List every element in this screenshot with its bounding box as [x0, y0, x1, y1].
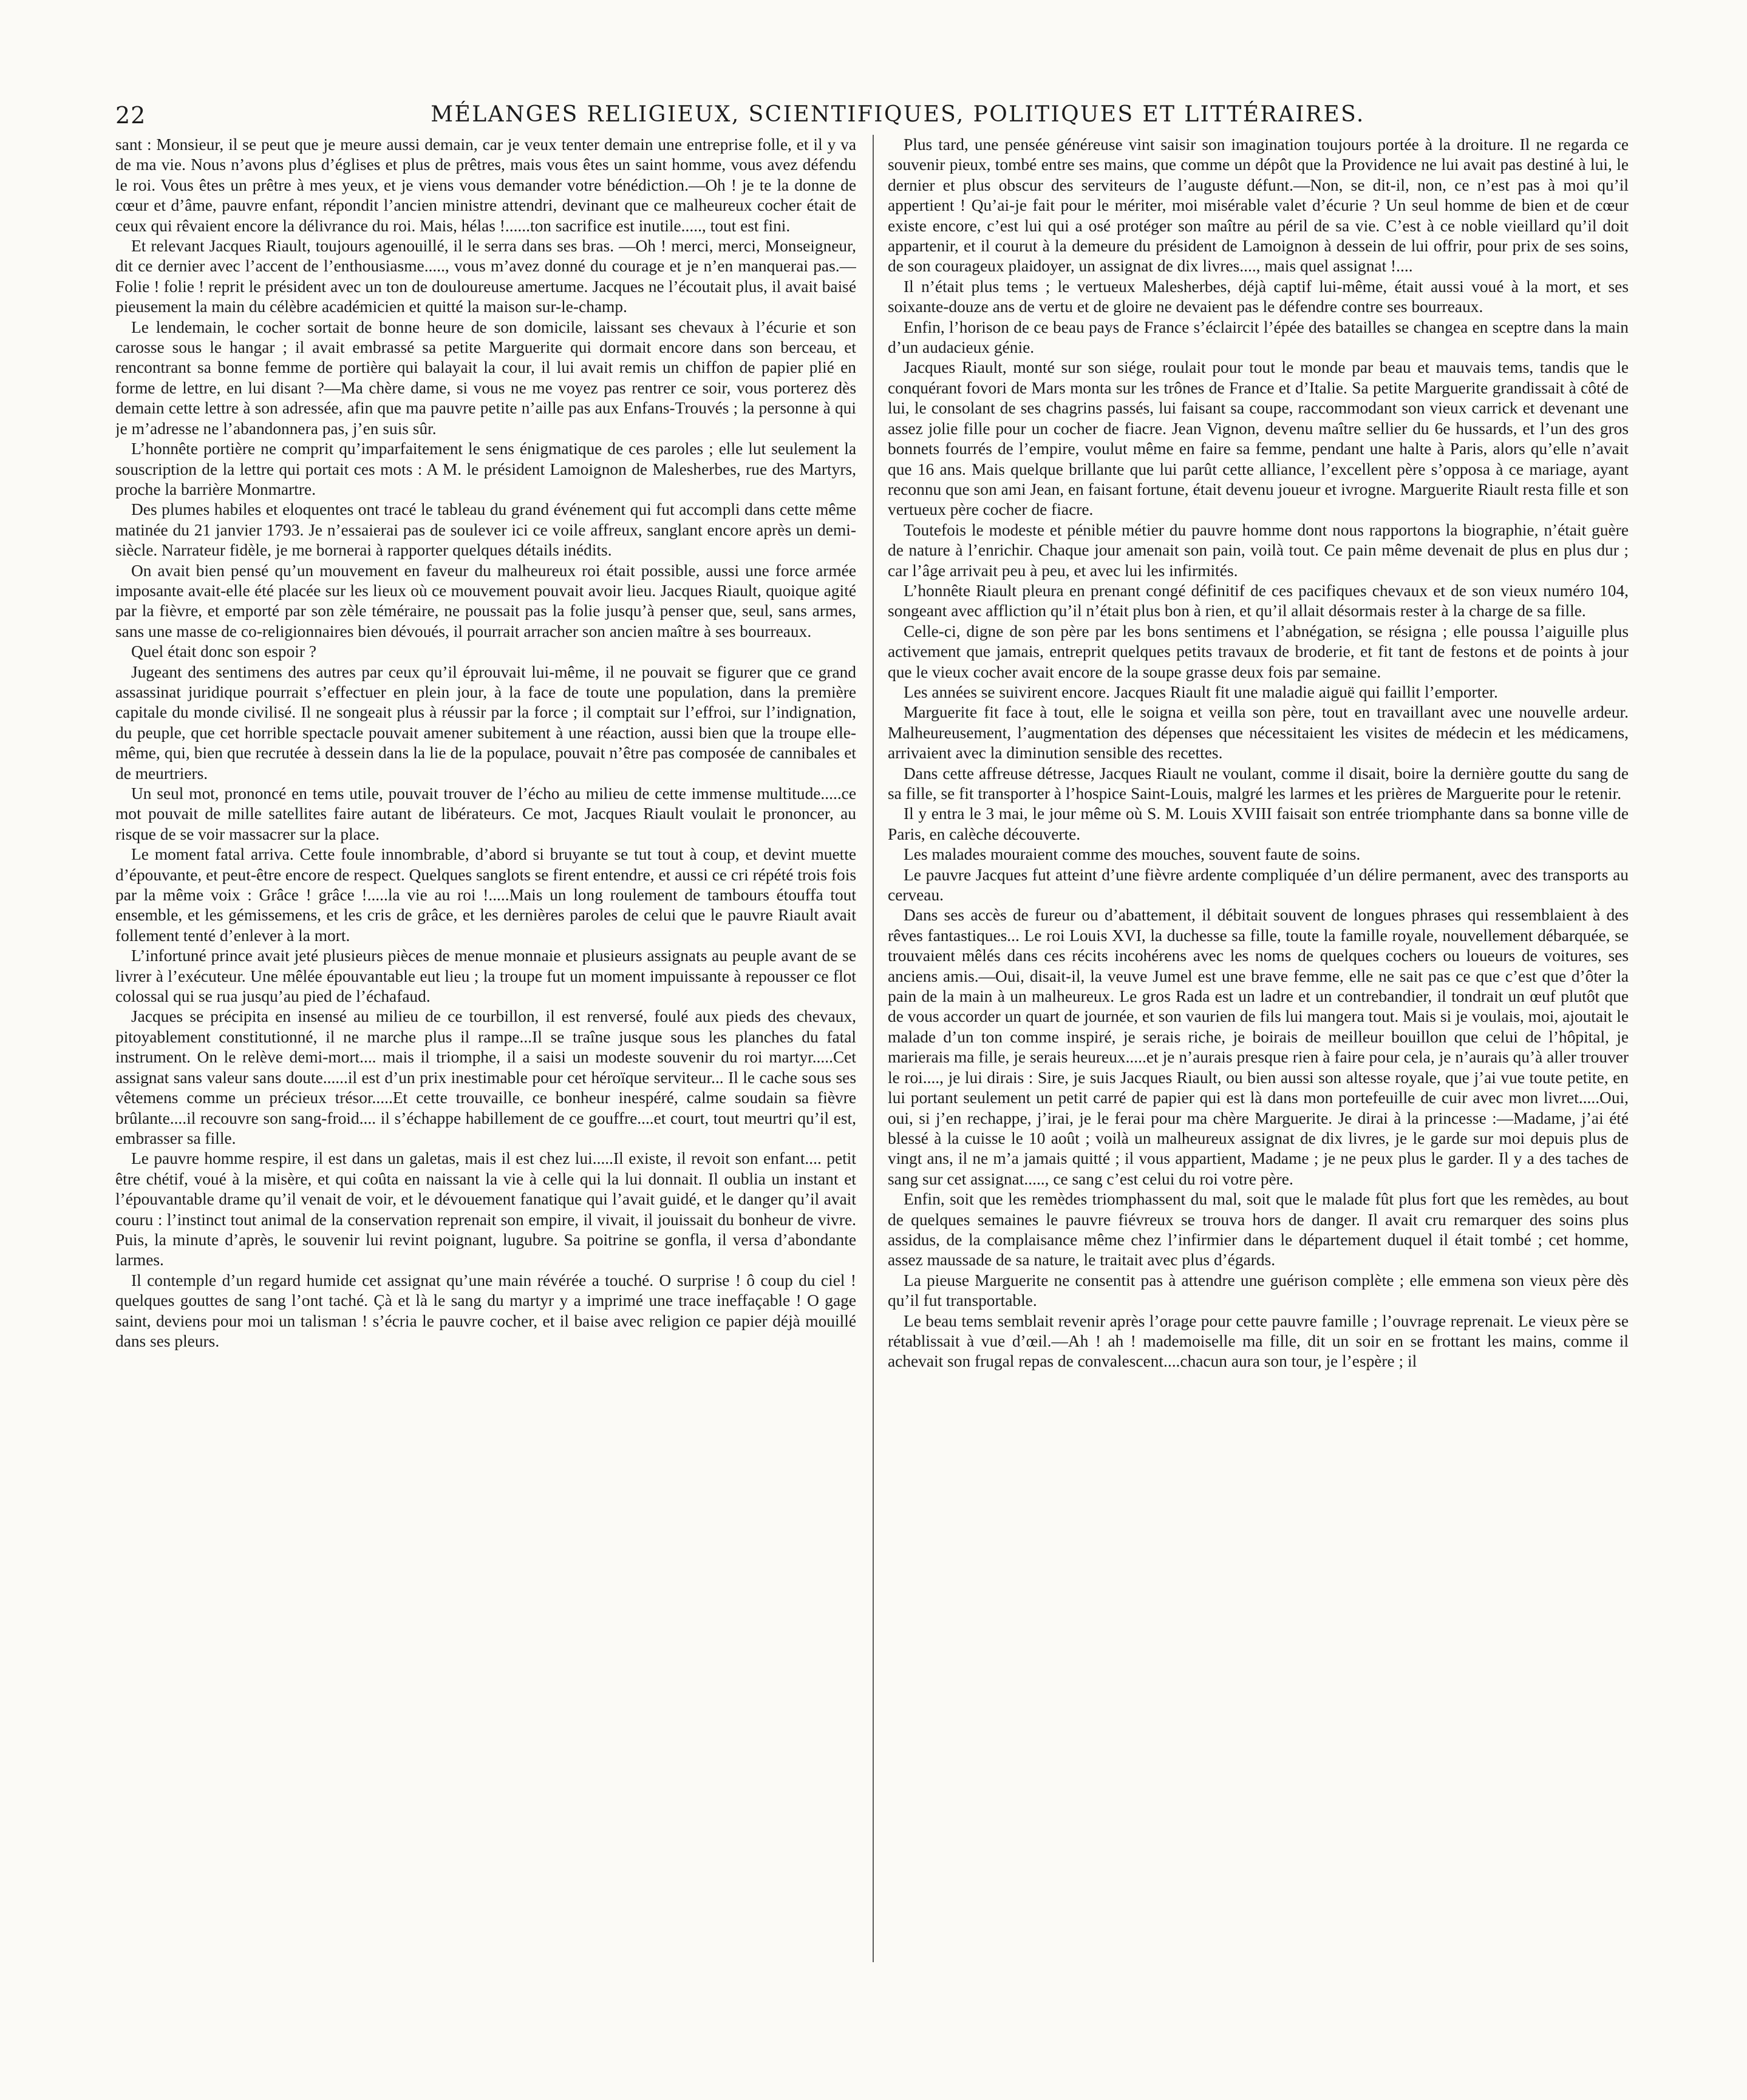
column-divider	[873, 135, 874, 1962]
paragraph: Et relevant Jacques Riault, toujours agenouillé, il le serra dans ses bras. —Oh ! merci, merci, Monseigneur, dit ce dernier avec l’accent de l’enthousiasme....., vous m’avez donné du courage et je n’en manquerai pas.—Folie ! folie ! reprit le président avec un ton de douloureuse amertume. Jacques ne l’écoutait plus, il avait baisé pieusement la main du célèbre académicien et quitté la maison sur-le-champ.	[115, 237, 856, 316]
running-title: MÉLANGES RELIGIEUX, SCIENTIFIQUES, POLITIQUES ET LITTÉRAIRES.	[431, 102, 1365, 127]
paragraph: La pieuse Marguerite ne consentit pas à attendre une guérison complète ; elle emmena son vieux père dès qu’il fut transportable.	[888, 1271, 1629, 1310]
paragraph: Plus tard, une pensée généreuse vint saisir son imagination toujours portée à la droiture. Il ne regarda ce souvenir pieux, tombé entre ses mains, que comme un dépôt que la Providence ne lui avait pas destiné à lui, le dernier et plus obscur des serviteurs de l’auguste défunt.—Non, se dit-il, non, ce n’est pas à moi qu’il appertient ! Qu’ai-je fait pour le mériter, moi misérable valet d’écurie ? Un seul homme de bien et de cœur existe encore, c’est lui qui a osé protéger son maître au péril de sa vie. C’est à ce noble vieillard qu’il doit appartenir, et il courut à la demeure du président de Lamoignon à dessein de lui offrir, pour prix de ses soins, de son courageux plaidoyer, un assignat de dix livres...., mais quel assignat !....	[888, 135, 1629, 276]
article-columns	[115, 135, 1640, 1986]
paragraph: Les malades mouraient comme des mouches, souvent faute de soins.	[904, 845, 1361, 864]
paragraph: L’honnête portière ne comprit qu’imparfaitement le sens énigmatique de ces paroles ; elle lut seulement la souscription de la lettre qui portait ces mots : A M. le président Lamoignon de Malesherbes, rue des Martyrs, proche la barrière Monmartre.	[115, 440, 856, 498]
paragraph: Des plumes habiles et eloquentes ont tracé le tableau du grand événement qui fut accompli dans cette même matinée du 21 janvier 1793. Je n’essaierai pas de soulever ici ce voile affreux, sanglant encore après un demi-siècle. Narrateur fidèle, je me bornerai à rapporter quelques détails inédits.	[115, 500, 856, 560]
paragraph: Il y entra le 3 mai, le jour même où S. M. Louis XVIII faisait son entrée triomphante dans sa bonne ville de Paris, en calèche découverte.	[888, 804, 1629, 843]
paragraph: Marguerite fit face à tout, elle le soigna et veilla son père, tout en travaillant avec une nouvelle ardeur. Malheureusement, l’augmentation des dépenses que nécessitaient les visites de médecin et les médicamens, arrivaient avec la diminution sensible des recettes.	[888, 703, 1629, 763]
paragraph: Dans cette affreuse détresse, Jacques Riault ne voulant, comme il disait, boire la dernière goutte du sang de sa fille, se fit transporter à l’hospice Saint-Louis, malgré les larmes et les prières de Marguerite pour le retenir.	[888, 764, 1629, 803]
paragraph: Le pauvre Jacques fut atteint d’une fièvre ardente compliquée d’un délire permanent, avec des transports au cerveau.	[888, 865, 1629, 905]
paragraph: Dans ses accès de fureur ou d’abattement, il débitait souvent de longues phrases qui ressemblaient à des rêves fantastiques... Le roi Louis XVI, la duchesse sa fille, toute la famille royale, nouvellement débarquée, se trouvaient mêlés dans ces récits incohérens avec les noms de quelques cochers ou loueurs de voitures, ses anciens amis.—Oui, disait-il, la veuve Jumel est une brave femme, elle ne sait pas ce que c’est que d’ôter la pain de la main à un malheureux. Le gros Rada est un ladre et un contrebandier, il tondrait un œuf plutôt que de vous accorder un quart de journée, et son vaurien de fils lui mangera tout. Mais si je voulais, moi, ajoutait le malade d’un ton comme inspiré, je serais riche, je boirais de meilleur bouillon que celui de l’hôpital, je marierais ma fille, je serais heureux.....et je n’aurais presque rien à faire pour cela, je n’aurais qu’à aller trouver le roi...., je lui dirais : Sire, je suis Jacques Riault, ou bien aussi son altesse royale, que j’ai vue toute petite, en lui portant seulement un petit carré de papier qui est là dans mon portefeuille de cuir avec mon livret.....Oui, oui, si j’en rechappe, j’irai, je le ferai pour ma chère Marguerite. Je dirai à la princesse :—Madame, j’ai été blessé à la cuisse le 10 août ; voilà un malheureux assignat de dix livres, je le garde sur moi depuis plus de vingt ans, il ne m’a jamais quitté ; il vous appartient, Madame ; je ne peux plus le garder. Il y a des taches de sang sur cet assignat....., ce sang c’est celui du roi votre père.	[888, 906, 1629, 1188]
paragraph: Enfin, soit que les remèdes triomphassent du mal, soit que le malade fût plus fort que les remèdes, au bout de quelques semaines le pauvre fiévreux se trouva hors de danger. Il avait cru remarquer des soins plus assidus, de la complaisance même chez l’infirmier dans le département duquel il était tombé ; cet homme, assez maussade de sa nature, le traitait avec plus d’égards.	[888, 1190, 1629, 1269]
paragraph: Le beau tems semblait revenir après l’orage pour cette pauvre famille ; l’ouvrage reprenait. Le vieux père se rétablissait à vue d’œil.—Ah ! ah ! mademoiselle ma fille, dit un soir en se frottant les mains, comme il achevait son frugal repas de convalescent....chacun aura son tour, je l’espère ; il	[888, 1311, 1629, 1371]
paragraph: Il n’était plus tems ; le vertueux Malesherbes, déjà captif lui-même, était aussi voué à la mort, et ses soixante-douze ans de vertu et de gloire ne devaient pas le défendre contre ses bourreaux.	[888, 277, 1629, 316]
paragraph: Un seul mot, prononcé en tems utile, pouvait trouver de l’écho au milieu de cette immense multitude.....ce mot pouvait de mille satellites faire autant de libérateurs. Ce mot, Jacques Riault voulait le prononcer, au risque de se voir massacrer sur la place.	[115, 784, 856, 843]
paragraph: Il contemple d’un regard humide cet assignat qu’une main révérée a touché. O surprise ! ô coup du ciel ! quelques gouttes de sang l’ont taché. Çà et là le sang du martyr y a imprimé une trace ineffaçable ! O gage saint, deviens pour moi un talisman ! s’écria le pauvre cocher, et il baise avec religion ce papier déjà mouillé dans ses pleurs.	[115, 1271, 856, 1350]
paragraph: Le pauvre homme respire, il est dans un galetas, mais il est chez lui.....Il existe, il revoit son enfant.... petit être chétif, voué à la misère, et qui coûta en naissant la vie à celle qui la lui donnait. Il oublia un instant et l’épouvantable drame qu’il venait de voir, et le dévouement fanatique qui l’avait guidé, et le danger qu’il avait couru : l’instinct tout animal de la conservation reprenait son empire, il vivait, il jouissait du bonheur de vivre. Puis, la minute d’après, le souvenir lui revint poignant, lugubre. Sa poitrine se gonfla, il versa d’abondante larmes.	[115, 1149, 856, 1269]
paragraph: Celle-ci, digne de son père par les bons sentimens et l’abnégation, se résigna ; elle poussa l’aiguille plus activement que jamais, entreprit quelques petits travaux de broderie, et fit tant de festons et de points à jour que le vieux cocher avait encore de la soupe grasse deux fois par semaine.	[888, 622, 1629, 681]
paragraph: Les années se suivirent encore. Jacques Riault fit une maladie aiguë qui faillit l’emporter.	[904, 682, 1498, 701]
paragraph: Le lendemain, le cocher sortait de bonne heure de son domicile, laissant ses chevaux à l’écurie et son carosse sous le hangar ; il avait embrassé sa petite Marguerite qui dormait encore dans son berceau, et rencontrant sa bonne femme de portière qui balayait la cour, il lui avait remis un chiffon de papier plié en forme de lettre, en lui disant ?—Ma chère dame, si vous ne me voyez pas rentrer ce soir, vous porterez dès demain cette lettre à son adressée, afin que ma pauvre petite n’aille pas aux Enfans-Trouvés ; la personne à qui je m’adresse ne l’abandonnera pas, j’en suis sûr.	[115, 318, 856, 438]
left-column	[115, 135, 856, 1986]
paragraph: Toutefois le modeste et pénible métier du pauvre homme dont nous rapportons la biographie, n’était guère de nature à l’enrichir. Chaque jour amenait son pain, voilà tout. Ce pain même devenait de plus en plus dur ; car l’âge arrivait peu à peu, et avec lui les infirmités.	[888, 520, 1629, 580]
paragraph: Jacques Riault, monté sur son siége, roulait pour tout le monde par beau et mauvais tems, tandis que le conquérant fovori de Mars monta sur les trônes de France et d’Italie. Sa petite Marguerite grandissait à côté de lui, le consolant de ses chagrins passés, lui faisant sa coupe, raccommodant son vieux carrick et devenant une assez jolie fille pour un cocher de fiacre. Jean Vignon, devenu maître sellier du 6e hussards, et l’un des gros bonnets fourrés de l’empire, voulut même en faire sa femme, pendant une halte à Paris, alors qu’elle n’avait que 16 ans. Mais quelque brillante que lui parût cette alliance, l’excellent père s’opposa à ce mariage, ayant reconnu que son ami Jean, en faisant fortune, était devenu joueur et ivrogne. Marguerite Riault resta fille et son vertueux père cocher de fiacre.	[888, 358, 1629, 519]
paragraph: Jacques se précipita en insensé au milieu de ce tourbillon, il est renversé, foulé aux pieds des chevaux, pitoyablement constitutionné, il ne marche plus il rampe...Il se traîne jusque sous les planches du fatal instrument. On le relève demi-mort.... mais il triomphe, il a saisi un modeste souvenir du roi martyr.....Cet assignat sans valeur sans doute......il est d’un prix inestimable pour cet héroïque serviteur... Il le cache sous ses vêtemens comme un précieux trésor.....Et cette trouvaille, ce bonheur inespéré, calme soudain sa fièvre brûlante....il recouvre son sang-froid.... il s’échappe habillement de ce gouffre....et court, tout meurtri qu’il est, embrasser sa fille.	[115, 1007, 856, 1147]
page-header	[115, 102, 1632, 138]
page-number: 22	[115, 102, 146, 129]
paragraph: Quel était donc son espoir ?	[131, 642, 317, 661]
paragraph: On avait bien pensé qu’un mouvement en faveur du malheureux roi était possible, aussi une force armée imposante avait-elle été placée sur les lieux où ce mouvement pouvait avoir lieu. Jacques Riault, quoique agité par la fièvre, et emporté par son zèle téméraire, ne poussait pas la folie jusqu’à penser que, seul, sans armes, sans une masse de co-religionnaires bien dévoués, il pourrait arracher son ancien maître à ses bourreaux.	[115, 561, 856, 641]
paragraph: L’infortuné prince avait jeté plusieurs pièces de menue monnaie et plusieurs assignats au peuple avant de se livrer à l’exécuteur. Une mêlée épouvantable eut lieu ; la troupe fut un moment impuissante à repousser ce flot colossal qui se rua jusqu’au pied de l’échafaud.	[115, 946, 856, 1006]
paragraph: sant : Monsieur, il se peut que je meure aussi demain, car je veux tenter demain une entreprise folle, et il y va de ma vie. Nous n’avons plus d’églises et plus de prêtres, mais vous êtes un saint homme, vous avez défendu le roi. Vous êtes un prêtre à mes yeux, et je viens vous demander votre bénédiction.—Oh ! je te la donne de cœur et d’âme, pauvre enfant, répondit l’ancien ministre attendri, devinant que ce malheureux cocher était de ceux qui rêvaient encore la délivrance du roi. Mais, hélas !......ton sacrifice est inutile....., tout est fini.	[115, 135, 856, 235]
paragraph: L’honnête Riault pleura en prenant congé définitif de ces pacifiques chevaux et de son vieux numéro 104, songeant avec affliction qu’il n’était plus bon à rien, et qu’il allait désormais rester à la charge de sa fille.	[888, 581, 1629, 620]
paragraph: Enfin, l’horison de ce beau pays de France s’éclaircit l’épée des batailles se changea en sceptre dans la main d’un audacieux génie.	[888, 318, 1629, 357]
paragraph: Le moment fatal arriva. Cette foule innombrable, d’abord si bruyante se tut tout à coup, et devint muette d’épouvante, et peut-être encore de respect. Quelques sanglots se firent entendre, et aussi ce cri répété trois fois par la même voix : Grâce ! grâce !.....la vie au roi !.....Mais un long roulement de tambours étouffa tout ensemble, et les gémissemens, et les cris de grâce, et les dernières paroles de celui que le pauvre Riault avait follement tenté d’enlever à la mort.	[115, 845, 856, 945]
right-column	[888, 135, 1629, 1986]
paragraph: Jugeant des sentimens des autres par ceux qu’il éprouvait lui-même, il ne pouvait se figurer que ce grand assassinat juridique pourrait s’effectuer en plein jour, à la face de toute une population, dans la première capitale du monde civilisé. Il ne songeait plus à réussir par la force ; il comptait sur l’effroi, sur l’indignation, du peuple, que cet horrible spectacle pouvait amener subitement à une réaction, aussi bien que la troupe elle-même, qui, bien que recrutée à dessein dans la lie de la populace, pouvait n’être pas composée de cannibales et de meurtriers.	[115, 662, 856, 783]
